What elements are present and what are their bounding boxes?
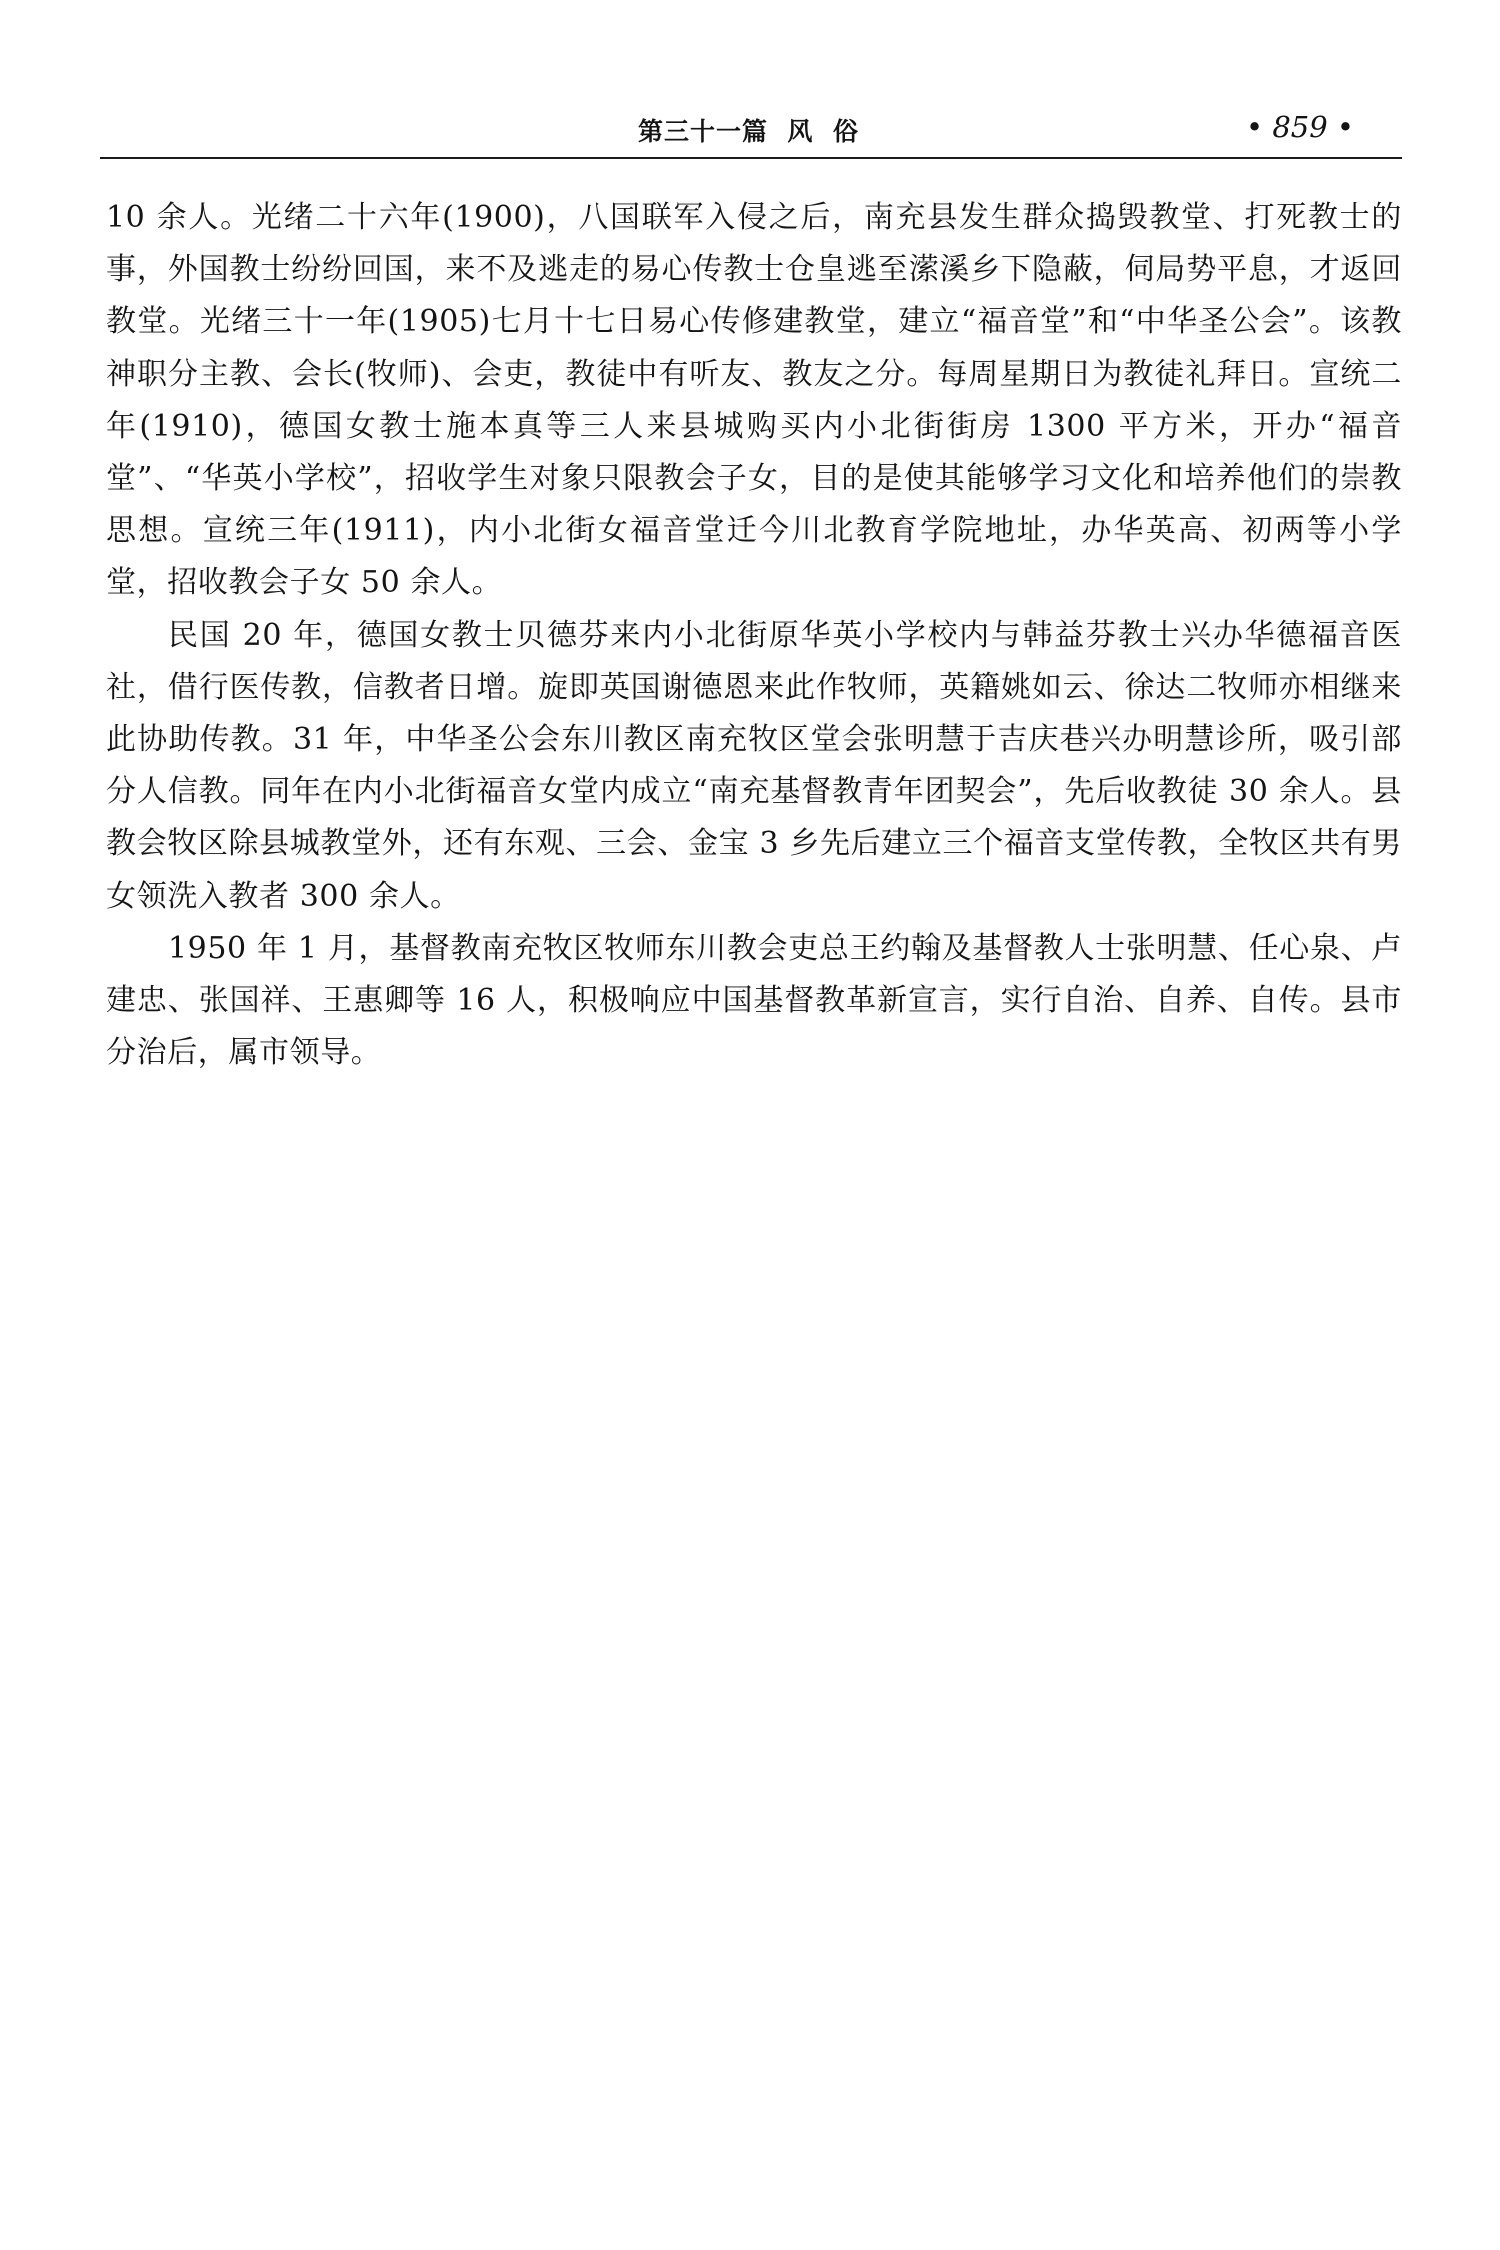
paragraph-minguo: 民国 20 年，德国女教士贝德芬来内小北街原华英小学校内与韩益芬教士兴办华德福音医社，借行医传教，信教者日增。旋即英国谢德恩来此作牧师，英籍姚如云、徐达二牧师亦相继来此协助传教。31 年，中华圣公会东川教区南充牧区堂会张明慧于吉庆巷兴办明慧诊所，吸引部分人信教。同年在内小北街福音女堂内成立“南充基督教青年团契会”，先后收教徒 30 余人。县教会牧区除县城教堂外，还有东观、三会、金宝 3 乡先后建立三个福音支堂传教，全牧区共有男女领洗入教者 300 余人。 xyxy=(106,617,1402,914)
chapter-title: 第三十一篇 风 俗 xyxy=(638,117,859,146)
header-rule xyxy=(100,157,1402,159)
paragraph-1950: 1950 年 1 月，基督教南充牧区牧师东川教会吏总王约翰及基督教人士张明慧、任心泉、卢建忠、张国祥、王惠卿等 16 人，积极响应中国基督教革新宣言，实行自治、自养、自传。县市分治后，属市领导。 xyxy=(106,930,1402,1071)
body-text xyxy=(106,192,1402,1079)
running-header xyxy=(100,108,1402,154)
paragraph-continuation: 10 余人。光绪二十六年(1900)，八国联军入侵之后，南充县发生群众捣毁教堂、打死教士的事，外国教士纷纷回国，来不及逃走的易心传教士仓皇逃至潆溪乡下隐蔽，伺局势平息，才返回教堂。光绪三十一年(1905)七月十七日易心传修建教堂，建立“福音堂”和“中华圣公会”。该教神职分主教、会长(牧师)、会吏，教徒中有听友、教友之分。每周星期日为教徒礼拜日。宣统二年(1910)，德国女教士施本真等三人来县城购买内小北街街房 1300 平方米，开办“福音堂”、“华英小学校”，招收学生对象只限教会子女，目的是使其能够学习文化和培养他们的崇教思想。宣统三年(1911)，内小北街女福音堂迁今川北教育学院地址，办华英高、初两等小学堂，招收教会子女 50 余人。 xyxy=(106,200,1402,601)
page-number: • 859 • xyxy=(1246,110,1354,144)
